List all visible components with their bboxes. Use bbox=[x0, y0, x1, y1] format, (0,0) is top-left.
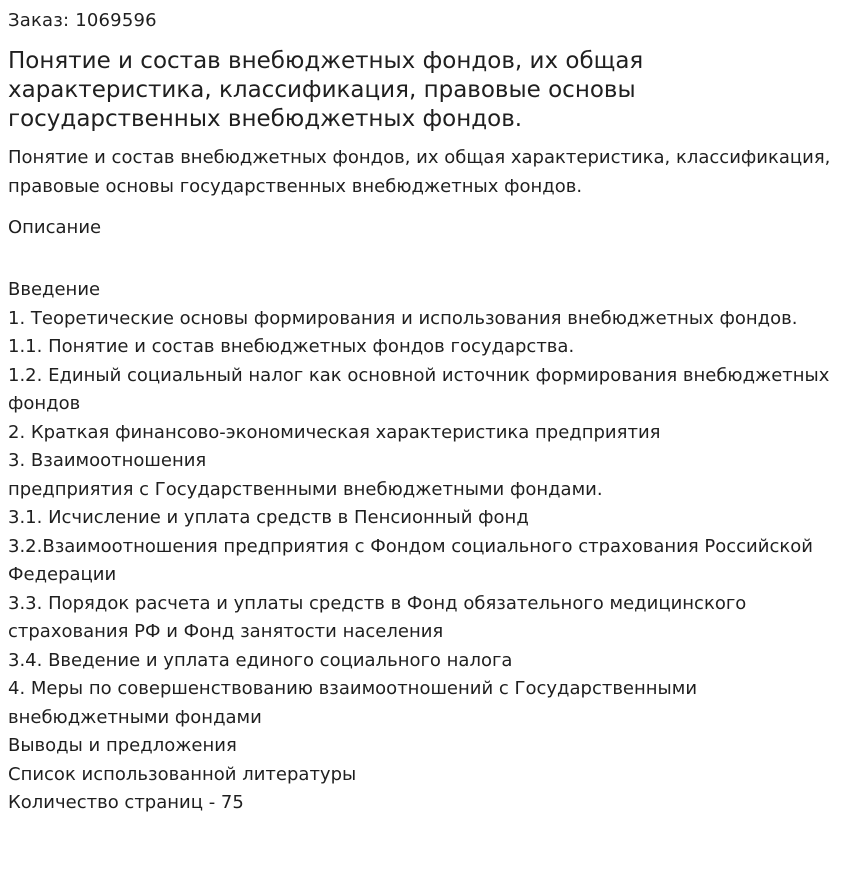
toc-item: 3.1. Исчисление и уплата средств в Пенсионный фонд bbox=[8, 507, 529, 528]
toc-item: Выводы и предложения bbox=[8, 735, 237, 756]
order-number: Заказ: 1069596 bbox=[8, 10, 157, 31]
toc-item: 1.1. Понятие и состав внебюджетных фондов государства. bbox=[8, 336, 575, 357]
page-subtitle: Понятие и состав внебюджетных фондов, их общая характеристика, классификация, правовые основы государственных внебюджетных фондов. bbox=[8, 147, 831, 197]
toc-item: 1. Теоретические основы формирования и использования внебюджетных фондов. bbox=[8, 307, 798, 329]
table-of-contents bbox=[8, 276, 838, 818]
toc-item: 2. Краткая финансово-экономическая характеристика предприятия bbox=[8, 421, 661, 443]
toc-item: 4. Меры по совершенствованию взаимоотношений с Государственными внебюджетными фондами bbox=[8, 678, 698, 728]
toc-item: 3.3. Порядок расчета и уплаты средств в Фонд обязательного медицинского страхования РФ и Фонд занятости населения bbox=[8, 592, 747, 642]
toc-item: 3. Взаимоотношения bbox=[8, 450, 207, 471]
toc-item: Количество страниц - 75 bbox=[8, 792, 244, 813]
toc-item: предприятия с Государственными внебюджетными фондами. bbox=[8, 478, 603, 500]
toc-item: Список использованной литературы bbox=[8, 763, 357, 785]
toc-item: Введение bbox=[8, 279, 101, 300]
toc-item: 3.4. Введение и уплата единого социального налога bbox=[8, 649, 513, 671]
page-title: Понятие и состав внебюджетных фондов, их общая характеристика, классификация, правовые основы государственных внебюджетных фондов. bbox=[8, 48, 644, 132]
description-label: Описание bbox=[8, 217, 102, 238]
toc-item: 3.2.Взаимоотношения предприятия с Фондом социального страхования Российской Федерации bbox=[8, 535, 813, 585]
toc-item: 1.2. Единый социальный налог как основной источник формирования внебюджетных фондов bbox=[8, 364, 830, 414]
